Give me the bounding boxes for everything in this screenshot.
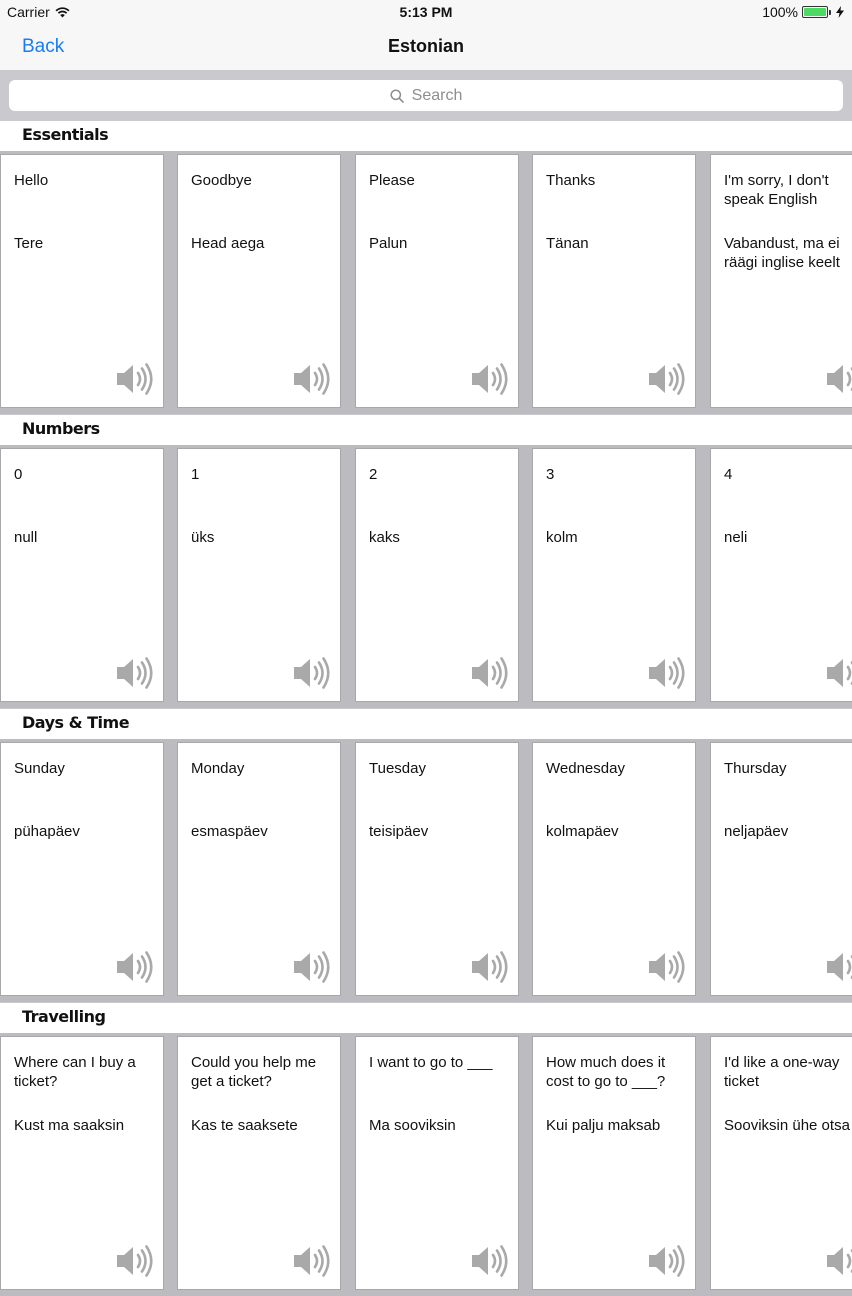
phrase-estonian: null: [14, 529, 38, 546]
phrase-card[interactable]: [710, 1036, 852, 1290]
cards-carousel[interactable]: [0, 739, 852, 1002]
section-header: Travelling: [0, 1002, 852, 1033]
speaker-icon[interactable]: [647, 362, 687, 396]
battery-icon: [802, 6, 828, 18]
phrase-card[interactable]: [355, 448, 519, 702]
phrase-estonian: Vabandust, ma ei räägi inglise keelt: [724, 235, 840, 271]
phrase-estonian: Kas te saaksete: [191, 1117, 298, 1134]
phrase-estonian: kolm: [546, 529, 578, 546]
phrase-card[interactable]: [177, 448, 341, 702]
phrase-english: 0: [14, 466, 23, 483]
phrase-card[interactable]: [710, 448, 852, 702]
phrase-estonian: Palun: [369, 235, 408, 252]
phrase-english: Wednesday: [546, 760, 625, 777]
cards-carousel[interactable]: [0, 445, 852, 708]
search-input[interactable]: [9, 80, 843, 111]
status-time: 5:13 PM: [399, 4, 453, 20]
phrase-card[interactable]: [532, 742, 696, 996]
speaker-icon[interactable]: [292, 950, 332, 984]
speaker-icon[interactable]: [825, 950, 852, 984]
section-days-time: [0, 708, 852, 1002]
phrase-estonian: Ma sooviksin: [369, 1117, 456, 1134]
section-travelling: [0, 1002, 852, 1296]
phrase-estonian: kolmapäev: [546, 823, 619, 840]
phrase-english: Monday: [191, 760, 245, 777]
phrase-estonian: Kust ma saaksin: [14, 1117, 125, 1134]
phrase-english: I'm sorry, I don't speak English: [724, 172, 829, 208]
phrase-english: 1: [191, 466, 200, 483]
speaker-icon[interactable]: [470, 1244, 510, 1278]
phrase-card[interactable]: [0, 448, 164, 702]
speaker-icon[interactable]: [647, 656, 687, 690]
phrase-card[interactable]: [532, 154, 696, 408]
battery-percent: 100%: [762, 4, 798, 20]
speaker-icon[interactable]: [825, 656, 852, 690]
phrase-card[interactable]: [177, 1036, 341, 1290]
phrase-card[interactable]: [177, 154, 341, 408]
section-header: Essentials: [0, 120, 852, 151]
status-right: [762, 4, 844, 20]
phrase-english: I'd like a one-way ticket: [724, 1054, 840, 1090]
cards-carousel[interactable]: [0, 151, 852, 414]
phrase-english: Goodbye: [191, 172, 252, 189]
speaker-icon[interactable]: [647, 950, 687, 984]
search-placeholder: Search: [411, 86, 463, 104]
phrase-estonian: neljapäev: [724, 823, 789, 840]
phrase-estonian: Tere: [14, 235, 44, 252]
search-icon: [390, 89, 404, 103]
carrier-label: Carrier: [7, 4, 50, 20]
speaker-icon[interactable]: [470, 362, 510, 396]
phrase-english: How much does it cost to go to ___?: [546, 1054, 666, 1090]
phrase-english: Where can I buy a ticket?: [14, 1054, 136, 1090]
section-essentials: [0, 120, 852, 414]
section-header: Numbers: [0, 414, 852, 445]
phrase-english: Sunday: [14, 760, 65, 777]
phrase-card[interactable]: [355, 742, 519, 996]
speaker-icon[interactable]: [292, 1244, 332, 1278]
phrase-estonian: Kui palju maksab: [546, 1117, 661, 1134]
phrase-english: I want to go to ___: [369, 1054, 493, 1071]
phrase-estonian: Head aega: [191, 235, 265, 252]
phrase-card[interactable]: [355, 1036, 519, 1290]
phrase-estonian: üks: [191, 529, 215, 546]
phrase-estonian: kaks: [369, 529, 400, 546]
speaker-icon[interactable]: [115, 362, 155, 396]
phrase-english: Hello: [14, 172, 49, 189]
navigation-bar: [0, 24, 852, 71]
phrase-english: Tuesday: [369, 760, 426, 777]
phrase-estonian: teisipäev: [369, 823, 429, 840]
phrase-card[interactable]: [0, 1036, 164, 1290]
speaker-icon[interactable]: [115, 950, 155, 984]
phrase-card[interactable]: [532, 1036, 696, 1290]
phrase-card[interactable]: [0, 154, 164, 408]
phrase-english: Thursday: [724, 760, 787, 777]
phrase-estonian: neli: [724, 529, 748, 546]
phrase-estonian: esmaspäev: [191, 823, 268, 840]
phrase-english: Thanks: [546, 172, 596, 189]
speaker-icon[interactable]: [292, 656, 332, 690]
charging-bolt-icon: [836, 6, 844, 18]
back-button[interactable]: Back: [22, 36, 65, 57]
phrase-card[interactable]: [0, 742, 164, 996]
speaker-icon[interactable]: [292, 362, 332, 396]
speaker-icon[interactable]: [115, 656, 155, 690]
speaker-icon[interactable]: [470, 950, 510, 984]
phrase-english: Could you help me get a ticket?: [191, 1054, 317, 1090]
section-header: Days & Time: [0, 708, 852, 739]
phrase-card[interactable]: [355, 154, 519, 408]
phrase-estonian: pühapäev: [14, 823, 80, 840]
cards-carousel[interactable]: [0, 1033, 852, 1296]
phrase-english: Please: [369, 172, 415, 189]
phrase-english: 4: [724, 466, 733, 483]
phrase-estonian: Tänan: [546, 235, 589, 252]
speaker-icon[interactable]: [115, 1244, 155, 1278]
page-title: Estonian: [387, 36, 464, 56]
status-bar: [0, 0, 852, 24]
phrase-card[interactable]: [532, 448, 696, 702]
speaker-icon[interactable]: [470, 656, 510, 690]
phrase-card[interactable]: [710, 742, 852, 996]
phrase-english: 3: [546, 466, 555, 483]
phrase-estonian: Sooviksin ühe otsa: [724, 1117, 850, 1134]
section-numbers: [0, 414, 852, 708]
speaker-icon[interactable]: [647, 1244, 687, 1278]
battery-level: [804, 8, 826, 16]
search-bar: [0, 71, 852, 120]
speaker-icon[interactable]: [825, 362, 852, 396]
phrase-card[interactable]: [710, 154, 852, 408]
speaker-icon[interactable]: [825, 1244, 852, 1278]
phrase-english: 2: [369, 466, 378, 483]
phrase-card[interactable]: [177, 742, 341, 996]
